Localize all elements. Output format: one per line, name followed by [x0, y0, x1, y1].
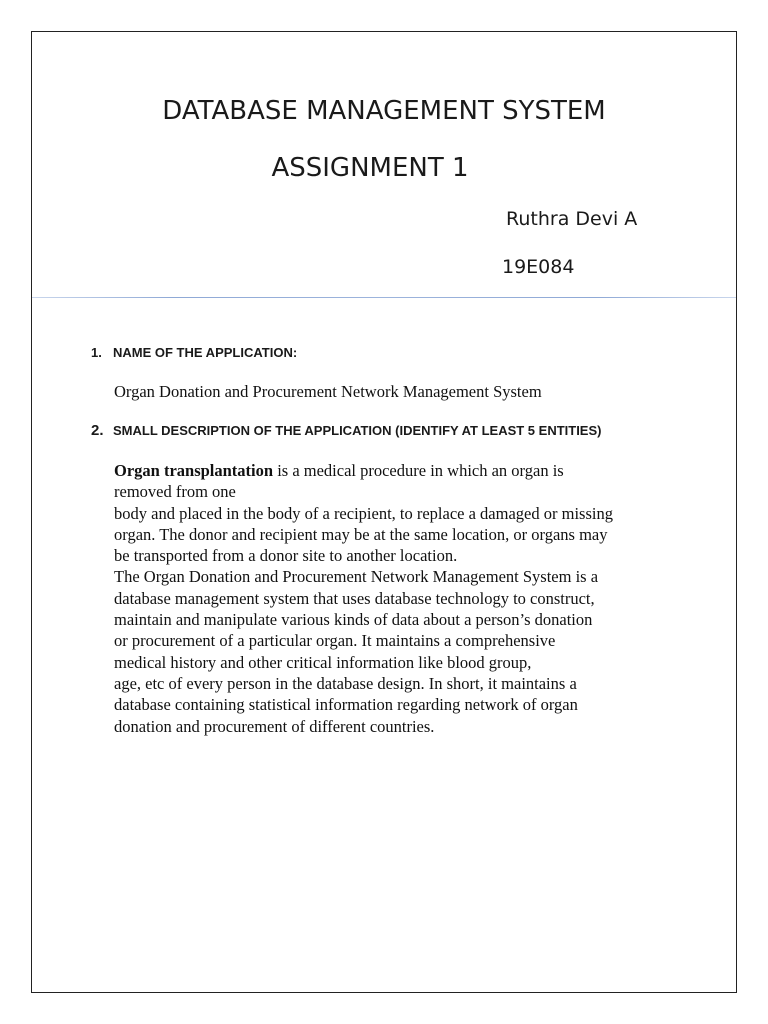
- section-1-title: NAME OF THE APPLICATION:: [113, 345, 298, 360]
- author-name: Ruthra Devi A: [506, 208, 638, 230]
- description-line: removed from one: [114, 482, 236, 502]
- section-2-title: SMALL DESCRIPTION OF THE APPLICATION (IDENTIFY AT LEAST 5 ENTITIES): [113, 423, 602, 438]
- description-line: or procurement of a particular organ. It maintains a comprehensive: [114, 631, 556, 651]
- description-line: organ. The donor and recipient may be at the same location, or organs may: [114, 524, 608, 544]
- description-line: body and placed in the body of a recipient, to replace a damaged or missing: [114, 503, 613, 523]
- description-line: age, etc of every person in the database design. In short, it maintains a: [114, 673, 577, 693]
- section-2-heading: [91, 422, 601, 439]
- description-line: The Organ Donation and Procurement Network Management System is a: [114, 567, 599, 587]
- header-divider: [32, 297, 736, 298]
- application-name: Organ Donation and Procurement Network Management System: [114, 382, 542, 401]
- description-line: medical history and other critical information like blood group,: [114, 652, 532, 672]
- section-2-number: 2.: [91, 422, 104, 439]
- section-1-heading: [91, 345, 297, 360]
- bold-term: Organ transplantation: [114, 461, 274, 480]
- roll-number: 19E084: [502, 256, 575, 278]
- description-line: Organ transplantation is a medical procedure in which an organ is: [114, 461, 564, 480]
- document-subtitle: ASSIGNMENT 1: [271, 153, 469, 183]
- section-1-number: 1.: [91, 345, 102, 360]
- application-description: [114, 460, 694, 737]
- description-line: maintain and manipulate various kinds of data about a person’s donation: [114, 610, 593, 630]
- description-line: database management system that uses database technology to construct,: [114, 588, 595, 608]
- description-line: database containing statistical information regarding network of organ: [114, 695, 578, 715]
- document-title: DATABASE MANAGEMENT SYSTEM: [162, 96, 606, 126]
- description-line: donation and procurement of different countries.: [114, 716, 435, 736]
- description-line: be transported from a donor site to another location.: [114, 546, 458, 566]
